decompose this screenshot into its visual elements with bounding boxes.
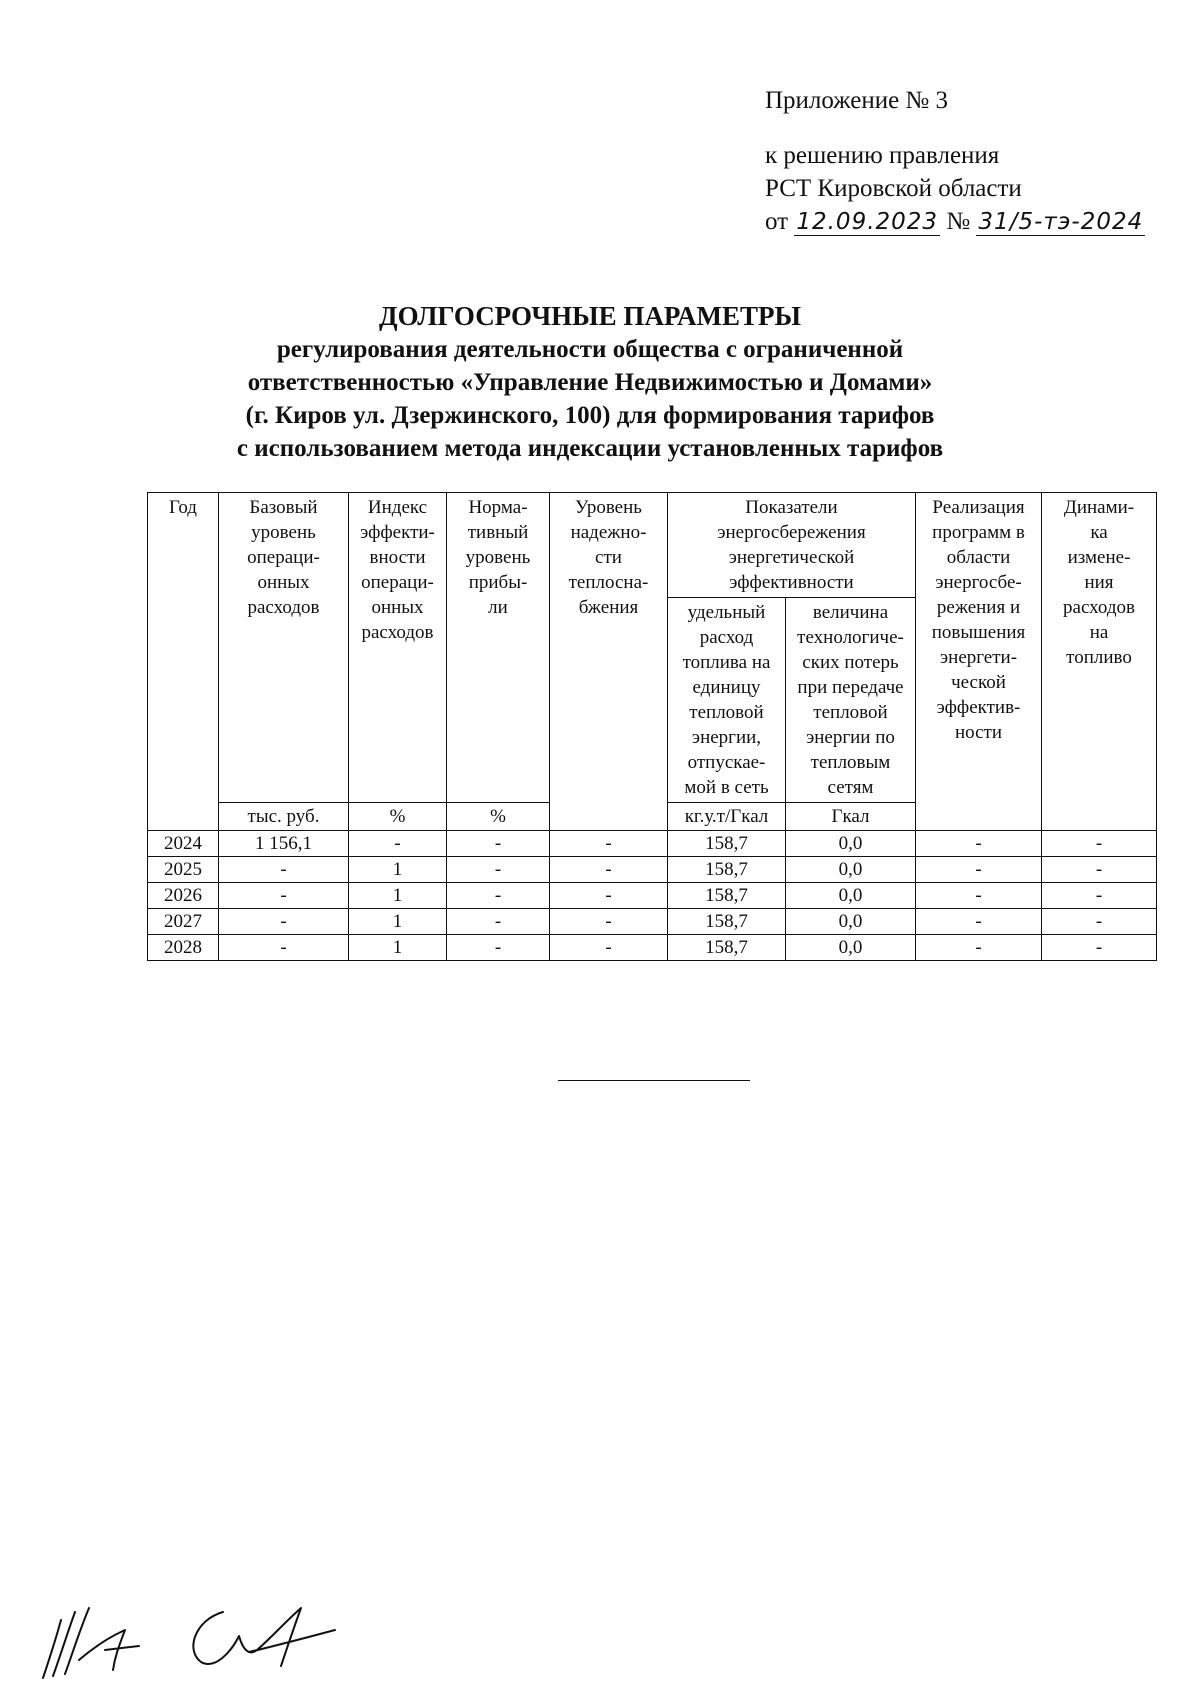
cell-year: 2028 bbox=[148, 935, 219, 961]
cell-normative-profit: - bbox=[447, 883, 550, 909]
header-programs: Реализация программ в области энергосбе- режения и повышения энергети- ческой эффектив- ности bbox=[916, 493, 1042, 831]
title-line-1: регулирования деятельности общества с ограниченной bbox=[276, 336, 904, 363]
cell-programs: - bbox=[916, 883, 1042, 909]
cell-reliability: - bbox=[550, 883, 668, 909]
cell-fuel-dynamics: - bbox=[1042, 909, 1157, 935]
annex-line-2: РСТ Кировской области bbox=[765, 175, 1022, 202]
cell-year: 2024 bbox=[148, 831, 219, 857]
cell-base-opex: - bbox=[219, 883, 349, 909]
cell-programs: - bbox=[916, 857, 1042, 883]
title-line-4: с использованием метода индексации установленных тарифов bbox=[236, 435, 944, 462]
header-reliability: Уровень надежно- сти теплосна- бжения bbox=[550, 493, 668, 831]
signature-2 bbox=[193, 1608, 335, 1666]
cell-fuel-dynamics: - bbox=[1042, 831, 1157, 857]
cell-programs: - bbox=[916, 909, 1042, 935]
cell-base-opex: 1 156,1 bbox=[219, 831, 349, 857]
cell-reliability: - bbox=[550, 857, 668, 883]
cell-efficiency-index: 1 bbox=[349, 883, 447, 909]
cell-losses: 0,0 bbox=[786, 857, 916, 883]
cell-fuel-dynamics: - bbox=[1042, 935, 1157, 961]
cell-reliability: - bbox=[550, 935, 668, 961]
table-row bbox=[148, 831, 1157, 857]
cell-efficiency-index: 1 bbox=[349, 909, 447, 935]
annex-title: Приложение № 3 bbox=[765, 87, 949, 114]
cell-losses: 0,0 bbox=[786, 909, 916, 935]
cell-losses: 0,0 bbox=[786, 935, 916, 961]
unit-fuel-rate: кг.у.т/Гкал bbox=[668, 803, 786, 831]
annex-line-1: к решению правления bbox=[765, 142, 1000, 169]
unit-efficiency-index: % bbox=[349, 803, 447, 831]
cell-efficiency-index: 1 bbox=[349, 857, 447, 883]
cell-base-opex: - bbox=[219, 857, 349, 883]
number-prefix: № bbox=[946, 208, 971, 235]
table-row bbox=[148, 935, 1157, 961]
cell-fuel-dynamics: - bbox=[1042, 883, 1157, 909]
table-row bbox=[148, 909, 1157, 935]
cell-normative-profit: - bbox=[447, 909, 550, 935]
cell-year: 2027 bbox=[148, 909, 219, 935]
cell-efficiency-index: - bbox=[349, 831, 447, 857]
table-body bbox=[148, 831, 1157, 961]
header-base-opex: Базовый уровень операци- онных расходов bbox=[219, 493, 349, 803]
cell-base-opex: - bbox=[219, 909, 349, 935]
annex-block bbox=[765, 84, 1165, 239]
cell-losses: 0,0 bbox=[786, 883, 916, 909]
cell-fuel-rate: 158,7 bbox=[668, 883, 786, 909]
header-efficiency-index: Индекс эффекти- вности операци- онных расходов bbox=[349, 493, 447, 803]
title-main: ДОЛГОСРОЧНЫЕ ПАРАМЕТРЫ bbox=[379, 301, 801, 331]
header-fuel-rate: удельный расход топлива на единицу тепловой энергии, отпускае- мой в сеть bbox=[668, 598, 786, 803]
unit-losses: Гкал bbox=[786, 803, 916, 831]
header-normative-profit: Норма- тивный уровень прибы- ли bbox=[447, 493, 550, 803]
header-losses: величина технологиче- ских потерь при передаче тепловой энергии по тепловым сетям bbox=[786, 598, 916, 803]
date-prefix: от bbox=[765, 208, 789, 235]
parameters-table bbox=[147, 492, 1157, 961]
cell-normative-profit: - bbox=[447, 831, 550, 857]
decision-number: 31/5-тэ-2024 bbox=[978, 209, 1144, 235]
cell-fuel-rate: 158,7 bbox=[668, 831, 786, 857]
decision-date: 12.09.2023 bbox=[796, 209, 939, 235]
annex-date-line bbox=[765, 205, 1165, 239]
cell-normative-profit: - bbox=[447, 857, 550, 883]
title-line-3: (г. Киров ул. Дзержинского, 100) для формирования тарифов bbox=[245, 402, 935, 429]
cell-losses: 0,0 bbox=[786, 831, 916, 857]
cell-fuel-rate: 158,7 bbox=[668, 935, 786, 961]
closing-divider bbox=[558, 1080, 750, 1081]
unit-base-opex: тыс. руб. bbox=[219, 803, 349, 831]
cell-programs: - bbox=[916, 831, 1042, 857]
handwritten-signatures bbox=[35, 1590, 365, 1685]
unit-normative-profit: % bbox=[447, 803, 550, 831]
cell-fuel-rate: 158,7 bbox=[668, 857, 786, 883]
cell-fuel-dynamics: - bbox=[1042, 857, 1157, 883]
table-row bbox=[148, 857, 1157, 883]
cell-efficiency-index: 1 bbox=[349, 935, 447, 961]
document-title bbox=[150, 300, 1030, 465]
header-energy-group: Показатели энергосбережения энергетической эффективности bbox=[668, 493, 916, 598]
cell-programs: - bbox=[916, 935, 1042, 961]
cell-base-opex: - bbox=[219, 935, 349, 961]
header-year: Год bbox=[148, 493, 219, 831]
header-fuel-dynamics: Динами- ка измене- ния расходов на топливо bbox=[1042, 493, 1157, 831]
cell-normative-profit: - bbox=[447, 935, 550, 961]
cell-reliability: - bbox=[550, 831, 668, 857]
cell-reliability: - bbox=[550, 909, 668, 935]
table-row bbox=[148, 883, 1157, 909]
cell-fuel-rate: 158,7 bbox=[668, 909, 786, 935]
title-line-2: ответственностью «Управление Недвижимостью и Домами» bbox=[247, 369, 933, 396]
signature-1 bbox=[43, 1608, 139, 1678]
cell-year: 2026 bbox=[148, 883, 219, 909]
cell-year: 2025 bbox=[148, 857, 219, 883]
